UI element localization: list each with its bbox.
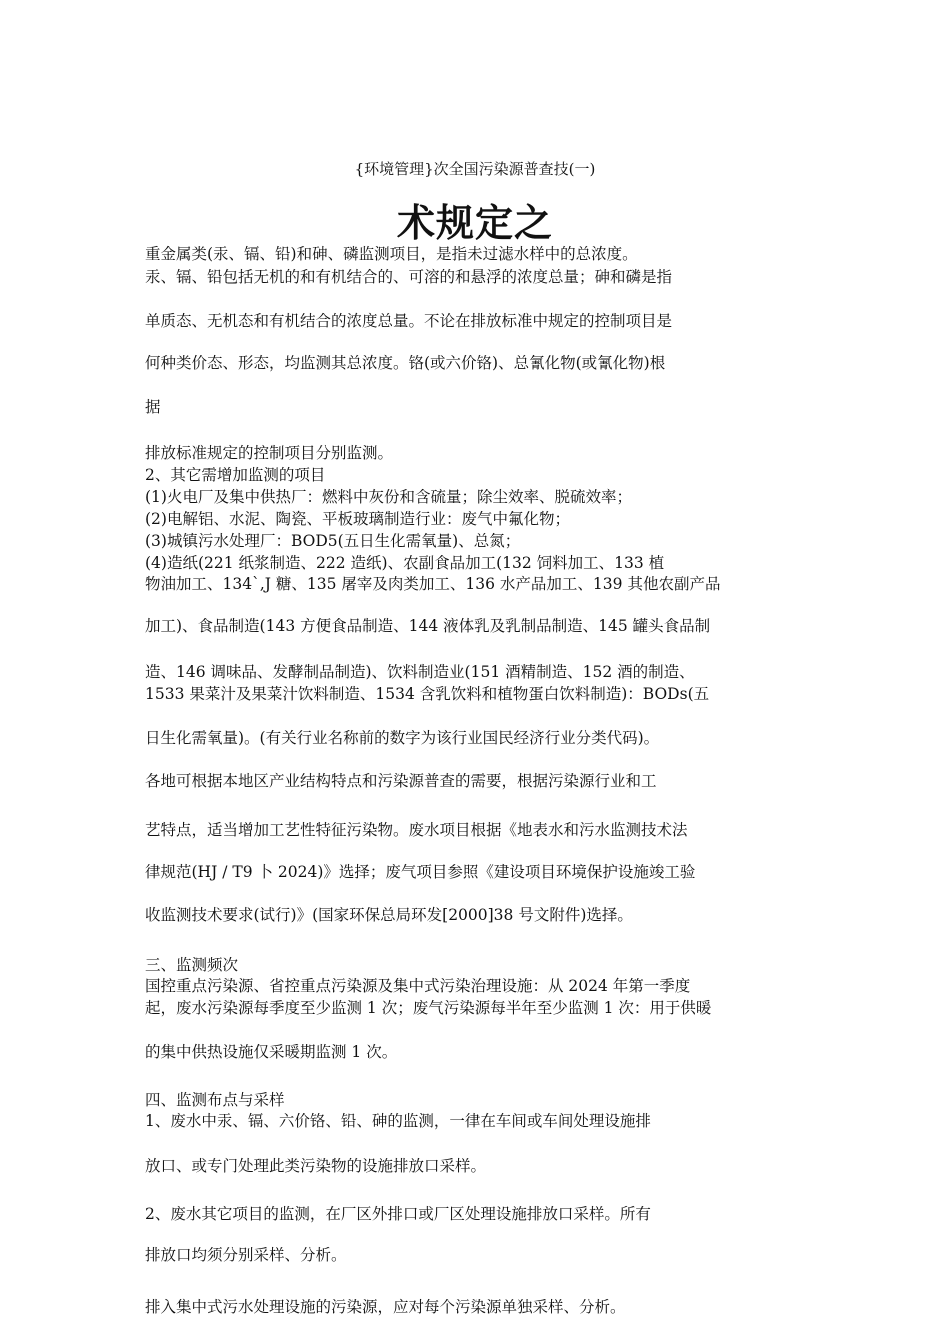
document-title: 术规定之 — [396, 201, 553, 245]
paragraph-line: 据 — [145, 398, 161, 416]
paragraph-line: 律规范(HJ / T9 卜 2024)》选择；废气项目参照《建设项目环境保护设施竣工验 — [145, 863, 696, 881]
paragraph-line: 汞、镉、铅包括无机的和有机结合的、可溶的和悬浮的浓度总量；砷和磷是指 — [145, 268, 673, 286]
paragraph-line: 加工)、食品制造(143 方便食品制造、144 液体乳及乳制品制造、145 罐头食品制 — [145, 617, 711, 635]
paragraph-line: 2、废水其它项目的监测，在厂区外排口或厂区处理设施排放口采样。所有 — [145, 1205, 651, 1223]
list-item: (4)造纸(221 纸浆制造、222 造纸)、农副食品加工(132 饲料加工、133 植 — [145, 554, 665, 572]
list-item: (1)火电厂及集中供热厂：燃料中灰份和含硫量；除尘效率、脱硫效率； — [145, 488, 632, 506]
paragraph-line: 1、废水中汞、镉、六价铬、铅、砷的监测，一律在车间或车间处理设施排 — [145, 1112, 651, 1130]
paragraph-line: 重金属类(汞、镉、铅)和砷、磷监测项目，是指未过滤水样中的总浓度。 — [145, 245, 638, 263]
paragraph-line: 造、146 调味品、发酵制品制造)、饮料制造业(151 酒精制造、152 酒的制造、 — [145, 663, 695, 681]
paragraph-line: 国控重点污染源、省控重点污染源及集中式污染治理设施：从 2024 年第一季度 — [145, 977, 691, 995]
paragraph-line: 收监测技术要求(试行)》(国家环保总局环发[2000]38 号文附件)选择。 — [145, 906, 633, 924]
paragraph-line: 物油加工、134`,J 糖、135 屠宰及肉类加工、136 水产品加工、139 其他农副产品 — [145, 575, 721, 593]
paragraph-line: 各地可根据本地区产业结构特点和污染源普查的需要，根据污染源行业和工 — [145, 772, 657, 790]
section-heading: 四、监测布点与采样 — [145, 1091, 285, 1109]
paragraph-line: 放口、或专门处理此类污染物的设施排放口采样。 — [145, 1157, 487, 1175]
paragraph-line: 排放标准规定的控制项目分别监测。 — [145, 444, 394, 462]
paragraph-line: 艺特点，适当增加工艺性特征污染物。废水项目根据《地表水和污水监测技术法 — [145, 821, 688, 839]
document-subtitle: {环境管理}次全国污染源普查技(一) — [354, 160, 596, 178]
paragraph-line: 1533 果菜汁及果菜汁饮料制造、1534 含乳饮料和植物蛋白饮料制造)：BODs(五 — [145, 685, 710, 703]
list-item: (2)电解铝、水泥、陶瓷、平板玻璃制造行业：废气中氟化物； — [145, 510, 570, 528]
paragraph-line: 起，废水污染源每季度至少监测 1 次；废气污染源每半年至少监测 1 次：用于供暖 — [145, 999, 712, 1017]
paragraph-line: 排入集中式污水处理设施的污染源，应对每个污染源单独采样、分析。 — [145, 1298, 626, 1316]
paragraph-line: 日生化需氧量)。(有关行业名称前的数字为该行业国民经济行业分类代码)。 — [145, 729, 660, 747]
paragraph-line: 单质态、无机态和有机结合的浓度总量。不论在排放标准中规定的控制项目是 — [145, 312, 673, 330]
section-heading: 2、其它需增加监测的项目 — [145, 466, 326, 484]
list-item: (3)城镇污水处理厂：BOD5(五日生化需氧量)、总氮； — [145, 532, 521, 550]
paragraph-line: 何种类价态、形态，均监测其总浓度。铬(或六价铬)、总氰化物(或氰化物)根 — [145, 354, 666, 372]
paragraph-line: 排放口均须分别采样、分析。 — [145, 1246, 347, 1264]
paragraph-line: 的集中供热设施仅采暖期监测 1 次。 — [145, 1043, 398, 1061]
section-heading: 三、监测频次 — [145, 956, 239, 974]
